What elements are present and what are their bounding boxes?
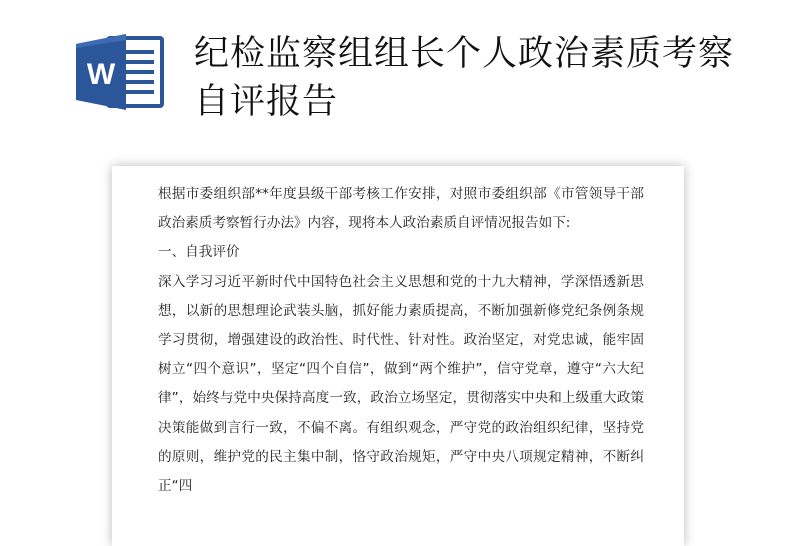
header [0,0,800,160]
section-heading: 一、自我评价 [158,244,240,261]
document-page [112,166,684,546]
paragraph-intro: 根据市委组织部**年度县级干部考核工作安排，对照市委组织部《市管领导干部政治素质考察暂行办法》内容，现将本人政治素质自评情况报告如下: [158,186,644,232]
document-content [158,180,644,501]
paragraph-body: 深入学习习近平新时代中国特色社会主义思想和党的十九大精神，学深悟透新思想，以新的思想理论武装头脑，抓好能力素质提高，不断加强新修党纪条例条规学习贯彻，增强建设的政治性、时代性、针对性。政治坚定，对党忠诚，能牢固树立“四个意识”，坚定“四个自信”，做到“两个维护”，信守党章，遵守“六大纪律”，始终与党中央保持高度一致，政治立场坚定，贯彻落实中央和上级重大政策决策能做到言行一致，不偏不离。有组织观念，严守党的政治组织纪律，坚持党的原则，维护党的民主集中制，恪守政治规矩，严守中央八项规定精神，不断纠正“四 [158,273,644,495]
word-icon-letter: W [86,58,116,91]
word-document-icon [74,32,166,112]
page-title: 纪检监察组组长个人政治素质考察自评报告 [194,34,735,122]
